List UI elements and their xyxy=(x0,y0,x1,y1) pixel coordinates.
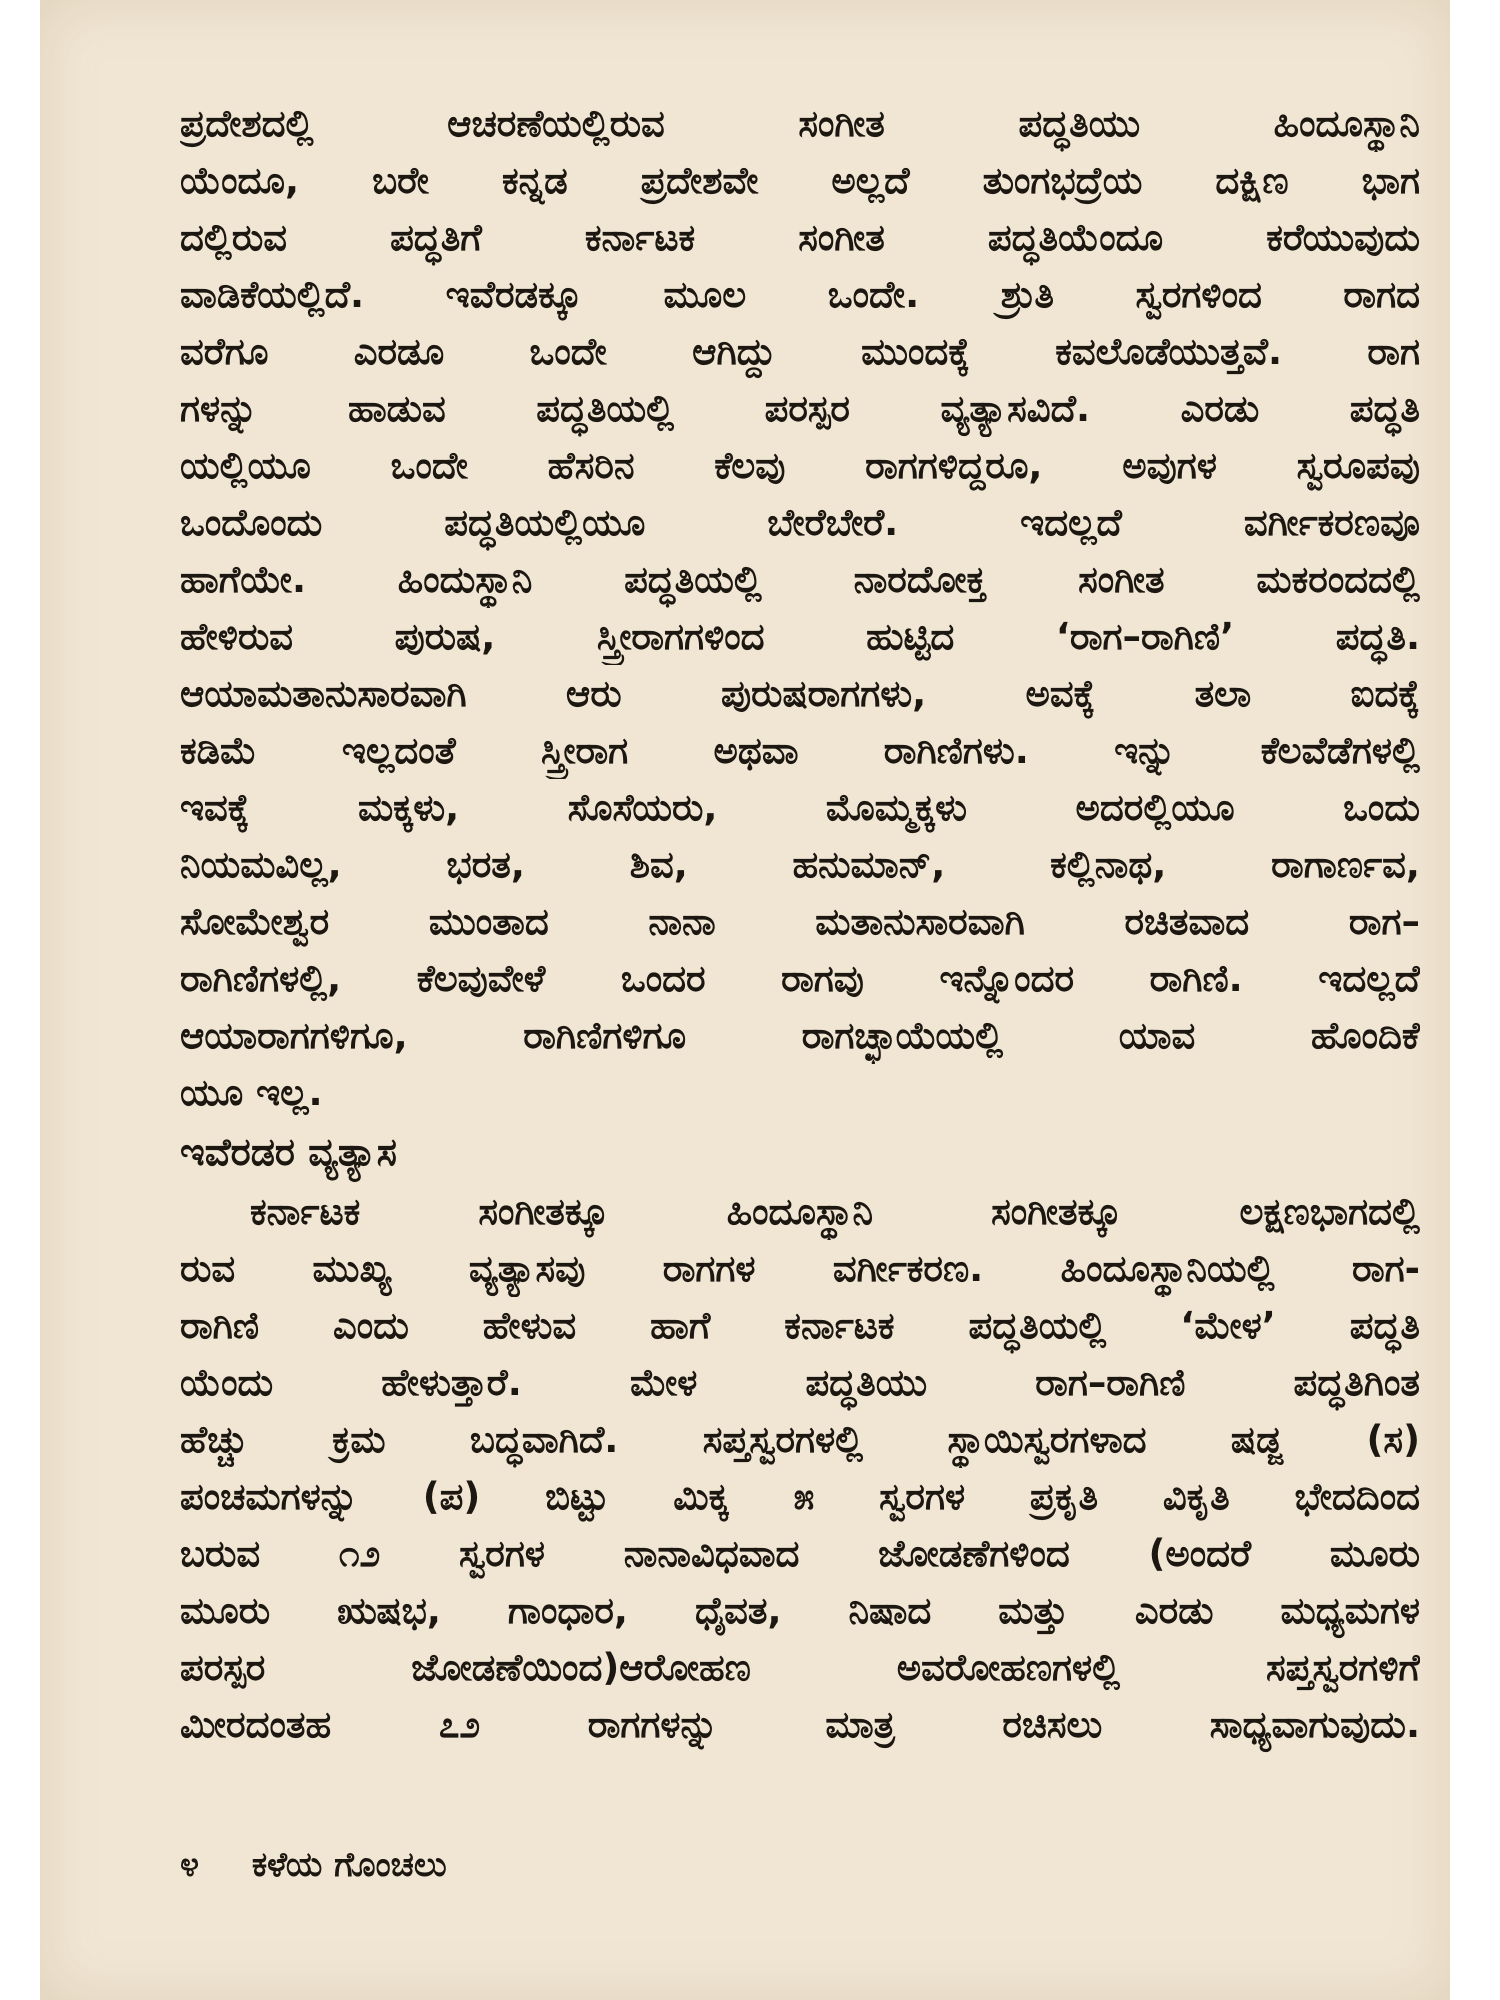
text-line: ಮೀರದಂತಹ ೭೨ ರಾಗಗಳನ್ನು ಮಾತ್ರ ರಚಿಸಲು ಸಾಧ್ಯವಾಗುವುದು. xyxy=(180,1703,1420,1746)
text-line: ಪ್ರದೇಶದಲ್ಲಿ ಆಚರಣೆಯಲ್ಲಿರುವ ಸಂಗೀತ ಪದ್ಧತಿಯು ಹಿಂದೂಸ್ಥಾನಿ xyxy=(180,102,1420,145)
text-line: ವರೆಗೂ ಎರಡೂ ಒಂದೇ ಆಗಿದ್ದು ಮುಂದಕ್ಕೆ ಕವಲೊಡೆಯುತ್ತವೆ. ರಾಗ xyxy=(180,330,1420,373)
text-line: ರಾಗಿಣಿಗಳಲ್ಲಿ, ಕೆಲವುವೇಳೆ ಒಂದರ ರಾಗವು ಇನ್ನೊಂದರ ರಾಗಿಣಿ. ಇದಲ್ಲದೆ xyxy=(180,957,1420,1000)
text-line: ರಾಗಿಣಿ ಎಂದು ಹೇಳುವ ಹಾಗೆ ಕರ್ನಾಟಕ ಪದ್ಧತಿಯಲ್ಲಿ ‘ಮೇಳ’ ಪದ್ಧತಿ xyxy=(180,1304,1420,1347)
text-line: ಹೆಚ್ಚು ಕ್ರಮ ಬದ್ಧವಾಗಿದೆ. ಸಪ್ತಸ್ವರಗಳಲ್ಲಿ ಸ್ಥಾಯಿಸ್ವರಗಳಾದ ಷಡ್ಜ (ಸ) xyxy=(180,1418,1420,1461)
text-line: ವಾಡಿಕೆಯಲ್ಲಿದೆ. ಇವೆರಡಕ್ಕೂ ಮೂಲ ಒಂದೇ. ಶ್ರುತಿ ಸ್ವರಗಳಿಂದ ರಾಗದ xyxy=(180,273,1420,316)
text-line: ಬರುವ ೧೨ ಸ್ವರಗಳ ನಾನಾವಿಧವಾದ ಜೋಡಣೆಗಳಿಂದ (ಅಂದರೆ ಮೂರು xyxy=(180,1532,1420,1575)
page-footer xyxy=(180,1845,447,1885)
text-line: ನಿಯಮವಿಲ್ಲ, ಭರತ, ಶಿವ, ಹನುಮಾನ್, ಕಲ್ಲಿನಾಥ, ರಾಗಾರ್ಣವ, xyxy=(180,843,1420,886)
text-line: ಯಲ್ಲಿಯೂ ಒಂದೇ ಹೆಸರಿನ ಕೆಲವು ರಾಗಗಳಿದ್ದರೂ, ಅವುಗಳ ಸ್ವರೂಪವು xyxy=(180,444,1420,487)
text-line: ಹೇಳಿರುವ ಪುರುಷ, ಸ್ತ್ರೀರಾಗಗಳಿಂದ ಹುಟ್ಟಿದ ‘ರಾಗ–ರಾಗಿಣಿ’ ಪದ್ಧತಿ. xyxy=(180,615,1420,658)
text-line: ಪರಸ್ಪರ ಜೋಡಣೆಯಿಂದ)ಆರೋಹಣ ಅವರೋಹಣಗಳಲ್ಲಿ ಸಪ್ತಸ್ವರಗಳಿಗೆ xyxy=(180,1646,1420,1689)
text-line: ಗಳನ್ನು ಹಾಡುವ ಪದ್ಧತಿಯಲ್ಲಿ ಪರಸ್ಪರ ವ್ಯತ್ಯಾಸವಿದೆ. ಎರಡು ಪದ್ಧತಿ xyxy=(180,387,1420,430)
text-line: ಯೂ ಇಲ್ಲ. xyxy=(180,1071,323,1114)
text-line: ಯೆಂದೂ, ಬರೇ ಕನ್ನಡ ಪ್ರದೇಶವೇ ಅಲ್ಲದೆ ತುಂಗಭದ್ರೆಯ ದಕ್ಷಿಣ ಭಾಗ xyxy=(180,159,1420,202)
text-line: ಒಂದೊಂದು ಪದ್ಧತಿಯಲ್ಲಿಯೂ ಬೇರೆಬೇರೆ. ಇದಲ್ಲದೆ ವರ್ಗೀಕರಣವೂ xyxy=(180,501,1420,544)
paragraph-1 xyxy=(180,95,1420,1121)
text-line: ಕರ್ನಾಟಕ ಸಂಗೀತಕ್ಕೂ ಹಿಂದೂಸ್ಥಾನಿ ಸಂಗೀತಕ್ಕೂ ಲಕ್ಷಣಭಾಗದಲ್ಲಿ xyxy=(250,1190,1420,1233)
text-line: ಇವಕ್ಕೆ ಮಕ್ಕಳು, ಸೊಸೆಯರು, ಮೊಮ್ಮಕ್ಕಳು ಅದರಲ್ಲಿಯೂ ಒಂದು xyxy=(180,786,1420,829)
text-line: ಮೂರು ಋಷಭ, ಗಾಂಧಾರ, ಧೈವತ, ನಿಷಾದ ಮತ್ತು ಎರಡು ಮಧ್ಯಮಗಳ xyxy=(180,1589,1420,1632)
text-line: ಯೆಂದು ಹೇಳುತ್ತಾರೆ. ಮೇಳ ಪದ್ಧತಿಯು ರಾಗ–ರಾಗಿಣಿ ಪದ್ಧತಿಗಿಂತ xyxy=(180,1361,1420,1404)
text-line: ಕಡಿಮೆ ಇಲ್ಲದಂತೆ ಸ್ತ್ರೀರಾಗ ಅಥವಾ ರಾಗಿಣಿಗಳು. ಇನ್ನು ಕೆಲವೆಡೆಗಳಲ್ಲಿ xyxy=(180,729,1420,772)
text-line: ಸೋಮೇಶ್ವರ ಮುಂತಾದ ನಾನಾ ಮತಾನುಸಾರವಾಗಿ ರಚಿತವಾದ ರಾಗ– xyxy=(180,900,1420,943)
text-line: ಪಂಚಮಗಳನ್ನು (ಪ) ಬಿಟ್ಟು ಮಿಕ್ಕ ೫ ಸ್ವರಗಳ ಪ್ರಕೃತಿ ವಿಕೃತಿ ಭೇದದಿಂದ xyxy=(180,1475,1420,1518)
text-line: ಆಯಾರಾಗಗಳಿಗೂ, ರಾಗಿಣಿಗಳಿಗೂ ರಾಗಚ್ಛಾಯೆಯಲ್ಲಿ ಯಾವ ಹೊಂದಿಕೆ xyxy=(180,1014,1420,1057)
text-line: ರುವ ಮುಖ್ಯ ವ್ಯತ್ಯಾಸವು ರಾಗಗಳ ವರ್ಗೀಕರಣ. ಹಿಂದೂಸ್ಥಾನಿಯಲ್ಲಿ ರಾಗ- xyxy=(180,1247,1420,1290)
book-title: ಕಳೆಯ ಗೊಂಚಲು xyxy=(251,1845,447,1885)
page-number: ೪ xyxy=(180,1845,200,1885)
book-page xyxy=(40,0,1450,2000)
text-line: ದಲ್ಲಿರುವ ಪದ್ಧತಿಗೆ ಕರ್ನಾಟಕ ಸಂಗೀತ ಪದ್ಧತಿಯೆಂದೂ ಕರೆಯುವುದು xyxy=(180,216,1420,259)
body-text xyxy=(180,95,1420,1753)
section-heading: ಇವೆರಡರ ವ್ಯತ್ಯಾಸ xyxy=(180,1130,397,1174)
text-line: ಆಯಾಮತಾನುಸಾರವಾಗಿ ಆರು ಪುರುಷರಾಗಗಳು, ಅವಕ್ಕೆ ತಲಾ ಐದಕ್ಕೆ xyxy=(180,672,1420,715)
text-line: ಹಾಗೆಯೇ. ಹಿಂದುಸ್ಥಾನಿ ಪದ್ಧತಿಯಲ್ಲಿ ನಾರದೋಕ್ತ ಸಂಗೀತ ಮಕರಂದದಲ್ಲಿ xyxy=(180,558,1420,601)
paragraph-2 xyxy=(180,1183,1420,1753)
